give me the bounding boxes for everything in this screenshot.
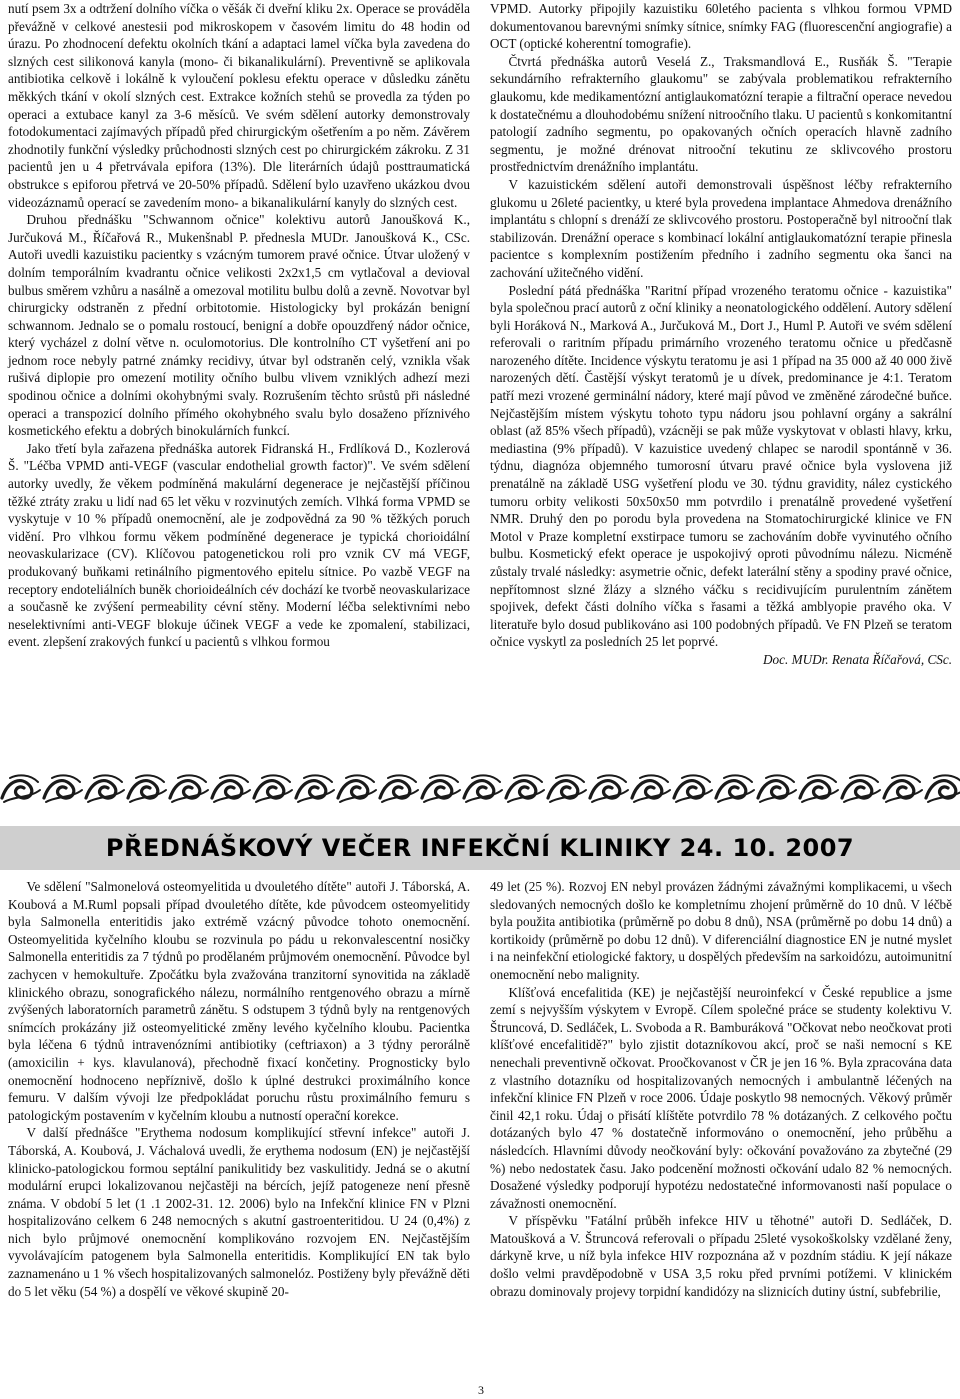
paragraph: Ve sdělení "Salmonelová osteomyelitida u dvouletého dítěte" autoři J. Táborská, A. Koubová a M.Ruml popsali případ dvouletého dítěte, kde původcem osteomyelitidy byla Salmonella enteritidis jako extrémě vzácný původce tohoto onemocnění. Osteomyelitida kyčelního kloubu se rozvinula po pádu u rekonvalescentní nosičky Salmonella enteritidis za 7 týdnů po prodělaném průjmovém onemocnění. Původce byl zachycen v hemokultuře. Zpočátku byla zvažována tranzitorní synovitida na základě klinického obrazu, sonografického nálezu, normálního rentgenového obrazu a mírně zvýšených laboratorních parametrů zánětu. S odstupem 3 týdnů byly na rentgenových snímcích prokázány již osteomyelitické změny levého kyčelního kloubu. Pacientka byla léčena 6 týdnů intravenózními antibiotiky (ceftriaxon) a 3 týdny perorálně (amoxicilin + kys. klavulanová), přechodně fixací končetiny. Prognosticky bylo onemocnění hodnoceno nepříznivě, došlo k úplné destrukci proximálního konce femuru. V dalším vývoji lze předpokládat poruchu růstu proximálního femuru s patologickým postavením v kyčelním kloubu a nutností operační korekce.	[8, 879, 470, 1123]
paragraph: V další přednášce "Erythema nodosum komplikující střevní infekce" autoři J. Táborská, A. Koubová, J. Váchalová uvedli, že erythema nodosum (EN) je nejčastější klinicko-patologickou formou septální panikulitidy bez vaskulitidy. Jedná se o akutní modulární erupci lokalizovanou nejčastěji na bércích, jejíž patogeneze není přesně známa. V období 5 let (1 .1 2002-31. 12. 2006) bylo na Infekční klinice FN v Plzni hospitalizováno celkem 6 248 nemocných s akutní gastroenteritidou. U 24 (0,4%) z nich bylo průjmové onemocnění komplikováno rozvojem EN. Nejčastějším vyvolávajícím patogenem byla Salmonella enteritidis. Komplikující EN tak bylo zaznamenáno u 1 % všech hospitalizovaných salmonelóz. Postiženy byly převážně děti do 5 let věku (54 %) a dospělí ve věkové skupině 20-	[8, 1125, 470, 1299]
column-top-left	[8, 0, 470, 651]
paragraph: 49 let (25 %). Rozvoj EN nebyl provázen žádnými závažnými komplikacemi, u všech sledovaných nemocných došlo ke kompletnímu zhojení průměrně do 10 dnů. V léčbě byla použita antibiotika (průměrně po dobu 8 dnů), NSA (průměrně po dobu 14 dnů) a kortikoidy (průměrně po dobu 12 dnů). V diferenciální diagnostice EN je nutné myslet i na neinfekční etiologické faktory, u dospělých především na sarkoidózu, autoimunitní onemocnění nebo malignity.	[490, 879, 952, 982]
author-signature: Doc. MUDr. Renata Říčařová, CSc.	[763, 651, 952, 667]
section-header-bar	[0, 826, 960, 870]
column-bottom-left	[8, 878, 470, 1300]
paragraph: Poslední pátá přednáška "Raritní případ vrozeného teratomu očnice - kazuistika" byla společnou prací autorů z oční kliniky a neonatologického oddělení. Autory sdělení byli Horáková N., Marková A., Jurčuková M., Dort J., Huml P. Autoři ve svém sdělení referovali o raritním případu primárního vrozeného teratomu očnice u předčasně narozeného dítěte. Incidence výskytu teratomu je asi 1 případ na 35 000 až 40 000 živě narozených dětí. Častější výskyt teratomů je u dívek, predominance je 4:1. Teratom patří mezi vrozené germinální nádory, které mají původ ve změněné zárodečné buňce. Nejčastějším místem výskytu tohoto typu nádoru jsou pohlavní orgány a sakrální oblast (až 85% všech případů), vzácněji se pak může vyskytovat v oblasti hlavy, krku, mediastina (9% případů). V kazuistice uvedený chlapec se narodil spontánně v 36. týdnu, diagnóza objemného tumorosní útvaru pravé očnice byla vyslovena již prenatálně na základě USG vyšetření plodu ve 30. týdnu gravidity, nález cystického tumoru orbity velikosti 50x50x50 mm potvrdilo i prenatálně provedené vyšetření NMR. Druhý den po porodu byla provedena na Stomatochirurgické klinice ve FN Motol v Praze kompletní exstirpace tumoru se zachováním dobře vyvinutého očního bulbu. Kosmetický efekt operace je uspokojivý oproti původnímu nálezu. Nicméně zůstaly trvalé následky: asymetrie očnic, defekt laterální stěny a spodiny pravé očnice, nepřítomnost slzné žlázy a slzného váčku s recidivujícím purulentním zánětem spojivek, defekt části dolního víčka s řasami a těžká amblyopie pravého oka. V literatuře bylo dosud publikováno asi 100 podobných případů. Ve FN Plzeň se teratom očnice vyskytl za posledních 25 let poprvé.	[490, 282, 952, 650]
page-number: 3	[478, 1383, 484, 1397]
paragraph: V kazuistickém sdělení autoři demonstrovali úspěšnost léčby refrakterního glukomu u 26leté pacientky, u které byla provedena implantace Ahmedova drenážního implantátu s chlopní s drenáží ze sklivcového prostoru. Postoperačně byl nitrooční tlak stabilizován. Drenážní operace s kombinací lokální antiglaukomatózní terapie přinesla pacientce s komplexním postižením předního i zadního segmentu oka šanci na zachování užitečného vidění.	[490, 176, 952, 280]
section-title: PŘEDNÁŠKOVÝ VEČER INFEKČNÍ KLINIKY 24. 10. 2007	[105, 834, 855, 862]
wave-border-ornament-icon	[0, 772, 960, 806]
paragraph: nutí psem 3x a odtržení dolního víčka o věšák či dveřní kliku 2x. Operace se prováděla převážně v celkové anestesii pod mikroskopem v časovém limitu do 48 hodin od úrazu. Po zhodnocení defektu okolních tkání a adaptaci lamel víčka byla zavedena do slzných cest silikonová kanyla (mono- či bikanalikulární). Preventivně se aplikovala antibiotika celkově i lokálně k vyloučení poklesu efektu operace v důsledku zánětu měkkých tkání v okolí slzných cest. Extrakce kožních stehů se provedla za týden po operaci a extubace kanyl za 3-6 měsíců. Ve svém sdělení autorky demonstrovaly fotodokumentaci zajímavých případů před chirurgickým ošetřením a po něm. Závěrem zhodnotily funkční výsledky průchodnosti slzných cest po chirurgickém zákroku. Z 31 pacientů jen u 4 přetrvávala epifora (13%). Dle literárních údajů posttraumatická obstrukce s epiforou přetrvá ve 20-50% případů. Sdělení bylo uzavřeno ukázkou dvou videozáznamů operací se zavedením mono- a bikanalikulární kanyly do slzných cest.	[8, 1, 470, 210]
paragraph: Čtvrtá přednáška autorů Veselá Z., Traksmandlová E., Rusňák Š. "Terapie sekundárního refrakterního glaukomu" se zabývala problematikou refrakterního glaukomu, kde medikamentózní antiglaukomatózní terapie a filtrační operace nevedou k dostatečnému a dlouhodobému snížení nitroočního tlaku. U pacientů s konkomitantní patologií zadního segmentu, po opakovaných očních operacích hlavně zadního segmentu, je možné drénovat nitrooční tekutinu ze sklivcového prostoru prostřednictvím drenážního implantátu.	[490, 53, 952, 175]
column-bottom-right	[490, 878, 952, 1300]
paragraph: Druhou přednášku "Schwannom očnice" kolektivu autorů Janoušková K., Jurčuková M., Říčařová R., Mukenšnabl P. přednesla MUDr. Janoušková K., CSc. Autoři uvedli kazuistiku pacientky s vzácným tumorem pravé očnice. Útvar uložený v dolním temporálním kvadrantu očnice velikosti 2x2x1,5 cm vytlačoval a devioval bulbus směrem vzhůru a nasálně a omezoval motilitu bulbu dolů a zevně. Novotvar byl chirurgicky odstraněn z přední orbitotomie. Histologicky byl prokázán benigní schwannom. Jednalo se o pomalu rostoucí, benigní a dobře opouzdřený nádor očnice, který vycházel z dolní větve n. oculomotorius. Dle kontrolního CT vyšetření ani po jednom roce nebyly patrné známky recidivy, útvar byl odstraněn celý, vznikla však rušivá diplopie pro omezení motility očního bulbu vlivem vzniklých adhezí mezi spodinou očnice a dolními okohybnými svaly. Rozrušením těchto srůstů při následné operaci a transpozicí dolního přímého okohybného svalu bylo dosaženo příznivého kosmetického efektu a dobrých binokulárních funkcí.	[8, 212, 470, 439]
paragraph: Klíšťová encefalitida (KE) je nejčastější neuroinfekcí v České republice a jsme zemí s nejvyšším výskytem v Evropě. Cílem společné práce se studenty kolektivu V. Štruncová, D. Sedláček, L. Svoboda a R. Bamburáková "Očkovat nebo neočkovat proti klíšťové encefalitidě?" bylo zjistit dotazníkovou akcí, proč se naši nemocní s KE nenechali preventivně očkovat. Proočkovanost v ČR je jen 16 %. Byla zpracována data z vlastního dotazníku od hospitalizovaných nemocných i ambulantně léčených na infekční klinice FN Plzeň v roce 2006. Údaje poskytlo 98 nemocných. Věkový průměr činil 42,1 roku. Údaj o přisátí klíštěte potvrdilo 78 % dotázaných. Z celkového počtu dotázaných bylo 47 % dostatečně informováno o onemocnění, jeho průběhu a následcích. Hlavními důvody neočkování byly: očkování považováno za zbytečné (29 %) nebo nedostatek času. Jako podcenění možnosti očkování udalo 82 % nemocných. Dosažené výsledky podporují hypotézu nedostatečné informovanosti naší populace o závažnosti onemocnění.	[490, 984, 952, 1211]
paragraph: V příspěvku "Fatální průběh infekce HIV u těhotné" autoři D. Sedláček, D. Matoušková a V. Štruncová referovali o případu 25leté vysokoškolsky vzdělané ženy, dárkyně krve, u níž byla infekce HIV rozpoznána až v pozdním stádiu. K její nákaze došlo velmi pravděpodobně v USA 3,5 roku před prvními potížemi. V klinickém obrazu dominovaly projevy torpidní kandidózy na sliznicích dutiny ústní, subfebrilie,	[490, 1213, 952, 1299]
column-top-right	[490, 0, 952, 669]
paragraph: Jako třetí byla zařazena přednáška autorek Fidranská H., Frdlíková D., Kozlerová Š. "Léčba VPMD anti-VEGF (vascular endothelial growth factor)". Ve svém sdělení autorky uvedly, že věkem podmíněná makulární degenerace je nejčastější příčinou těžké ztráty zraku u lidí nad 65 let věku v rozvinutých zemích. Vlhká forma VPMD se vyskytuje v 10 % případů onemocnění, ale je zodpovědná za 90 % těžkých poruch vidění. Pro vlhkou formu věkem podmíněné degenerace je typická chorioidální neovaskularizace (CV). Klíčovou patogenetickou roli pro vznik CV má VEGF, produkovaný buňkami retinálního pigmentového epitelu sítnice. Po vazbě VEGF na receptory endoteliálních buněk chorioideálních cév dochází ke tvorbě neovaskularizace a současně ke zvýšení permeability cévní stěny. Moderní léčba selektivními nebo neselektivními anti-VEGF blokuje účinek VEGF a vede ke zpomalení, stabilizaci, event. zlepšení zrakových funkcí u pacientů s vlhkou formou	[8, 440, 470, 650]
paragraph: VPMD. Autorky připojily kazuistiku 60letého pacienta s vlhkou formou VPMD dokumentovanou barevnými snímky sítnice, snímky FAG (fluorescenční angiografie) a OCT (optické koherentní tomografie).	[490, 1, 952, 52]
